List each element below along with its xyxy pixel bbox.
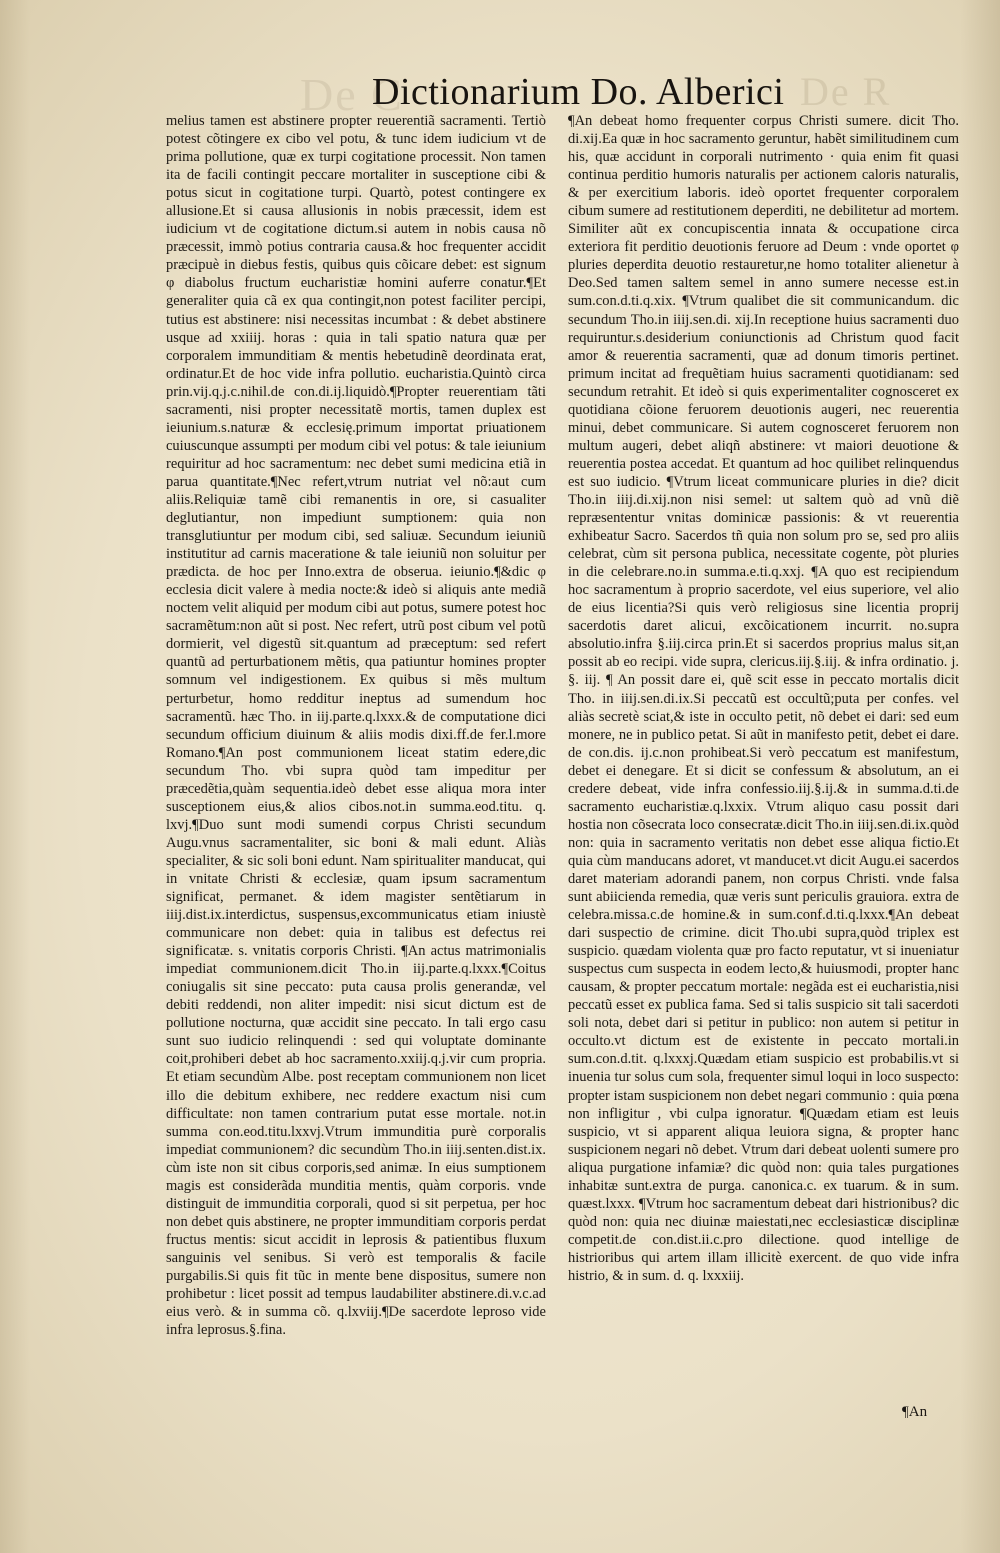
left-text-column xyxy=(166,112,546,1339)
right-text-column xyxy=(568,112,959,1285)
page-edge-shadow xyxy=(960,0,1000,1553)
catchword: ¶An xyxy=(902,1404,928,1420)
bleed-through-text-right: De R xyxy=(800,69,892,114)
bleed-through-text-left: De C xyxy=(300,69,404,120)
left-column-text: melius tamen est abstinere propter reuerentiã sacramenti. Tertiò potest cõtingere ex cibo vel potu, & tunc idem iudicium vt de prima pollutione, quæ ex turpi cogitatione processit. Non tamen ita de facili contingit peccare mortaliter in susceptione cibi & potus sicut in cogitatione turpi. Quartò, potest contingere ex allusione.Et si causa allusionis in nobis præcessit, idem est iudicium vt de cogitatione dictum.si autem in nobis causa nõ præcessit, immò potius contraria causa.& hoc frequenter accidit præcipuè in diebus festis, quibus quis cõicare debet: est signum φ diabolus fructum eucharistiæ homini auferre conatur.¶Et generaliter quia cã ex qua contingit,non potest faciliter percipi, tutius est abstinere: nisi necessitas incumbat : & debet abstinere usque ad xxiiij. horas : quia in tali spatio natura quæ per corporalem immunditiam & mentis hebetudinẽ deordinata erat, ordinatur.Et de hoc vide infra pollutio. eucharistia.Quintò circa prin.vij.q.j.c.nihil.de con.di.ij.liquidò.¶Propter reuerentiam tãti sacramenti, nisi propter necessitatẽ mortis, tamen duplex est ieiunium.s.naturæ & ecclesię.primum importat priuationem cuiuscunque assumpti per modum cibi vel potus: & tale ieiunium requiritur ad hoc sacramentum: nec debet sumi medicina etiã in parua quantitate.¶Nec refert,vtrum nutriat vel nõ:aut cum aliis.Reliquiæ tamẽ cibi remanentis in ore, si casualiter deglutiantur, non impediunt sumptionem: quia non transglutiuntur per modum cibi, sed saliuæ. Secundum ieiuniũ institutitur ad carnis maceratione & tale ieiuniũ non soluitur per prædicta. de hoc per Inno.extra de obserua. ieiunio.¶&dic φ ecclesia dicit valere à media nocte:& ideò si aliquis ante mediã noctem velit aliquid per modum cibi aut potus, sumere potest hoc sacramẽtum:non aũt si post. Nec refert, utrũ post cibum vel potũ dormierit, vel digestũ sit.quantum ad præceptum: sed refert quantũ ad perturbationem mẽtis, qua patiuntur homines propter somnum vel indigestionem. Ex quibus si mẽs multum perturbetur, homo redditur ineptus ad sumendum hoc sacramentũ. hæc Tho. in iij.parte.q.lxxx.& de computatione dici secundum officium diuinum & aliis modis dixi.ff.de fer.l.more Romano.¶An post communionem liceat statim edere,dic secundum Tho. vbi supra quòd tam impeditur per præcedẽtia,quàm sequentia.ideò debet esse aliqua mora inter susceptionem eius,& alios cibos.not.in summa.eod.titu. q. lxvj.¶Duo sunt modi sumendi corpus Christi secundum Augu.vnus sacramentaliter, sic boni & mali edunt. Aliàs specialiter, & sic soli boni edunt. Nam spiritualiter manducat, qui in vnitate Christi & ecclesiæ, quam ipsum sacramentum significat, permanet. & idem magister sentẽtiarum in iiij.dist.ix.interdictus, suspensus,excommunicatus etiam iniustè communicare non debet: quia in talibus est defectus rei significatæ. s. vnitatis corporis Christi. ¶An actus matrimonialis impediat communionem.dicit Tho.in iij.parte.q.lxxx.¶Coitus coniugalis sit sine peccato: puta causa prolis generandæ, vel debiti reddendi, non aliter impedit: nisi sicut dictum est de pollutione nocturna, quæ accidit sine peccato. In tali ergo casu sunt suo iudicio relinquendi : sed qui voluptate dominante coit,prohiberi debet ab hoc sacramento.xxiij.q.j.vir cum propria. Et etiam secundùm Albe. post receptam communionem non licet illo die debitum exhibere, nec reddere exactum nisi cum difficultate: non tamen contrarium putat esse mortale. not.in summa con.eod.titu.lxxvj.Vtrum immunditia purè corporalis impediat communionem? dic secundùm Tho.in iiij.senten.dist.ix. cùm iste non sit cibus corporis,sed animæ. In eius sumptionem magis est considerãda munditia mentis, quàm corporis. vnde distinguit de immunditia corporali, quod si sit perpetua, per hoc non debet quis abstinere, ne propter immunditiam corporis perdat fructus mentis: sicut accidit in leprosis & patientibus fluxum sanguinis vel senibus. Si verò est temporalis & facile purgabilis.Si quis fit tũc in mente bene dispositus, sumere non prohibetur : licet possit ad tempus laudabiliter abstinere.di.v.c.ad eius verò. & in summa cõ. q.lxviij.¶De sacerdote leproso vide infra leprosus.§.fina. xyxy=(166,113,546,1339)
gutter-shadow xyxy=(0,0,30,1553)
right-column-text: ¶An debeat homo frequenter corpus Christi sumere. dicit Tho. di.xij.Ea quæ in hoc sacramento geruntur, habẽt similitudinem cum his, quæ accidunt in corporali nutrimento · quia enim fit quasi continua perditio humoris naturalis per actionem caloris naturalis, & per exercitium laboris. ideò oportet frequenter corporalem cibum sumere ad restitutionem deperditi, ne debilitetur ad mortem. Similiter aũt ex concupiscentia innata & occupatione circa exteriora fit perditio deuotionis feruore ad Deum : vnde oportet φ pluries deperdita deuotio restauretur,ne homo totaliter alienetur à Deo.Sed tamen saltem semel in anno sumere necesse est.in sum.con.d.ti.q.xix. ¶Vtrum qualibet die sit communicandum. dic secundum Tho.in iiij.sen.di. xij.In receptione huius sacramenti duo requiruntur.s.desiderium coniunctionis ad Christum quod facit amor & reuerentia sacramenti, quæ ad donum timoris pertinet. primum incitat ad frequẽtiam huius sacramenti quotidianam: sed secundum retrahit. Et ideò si quis experimentaliter cognosceret ex quotidiana cõione feruorem deuotionis augeri, nec reuerentia minui, debet communicare. Si autem cognosceret feruorem non multum augeri, debet aliqñ abstinere: vt maiori deuotione & reuerentia postea accedat. Et quantum ad hoc quilibet relinquendus est suo iudicio. ¶Vtrum liceat communicare pluries in die? dicit Tho.in iiij.di.xij.non nisi semel: ut saltem quò ad vnũ diẽ repræsententur vnitas dominicæ passionis: & vt reuerentia exhibeatur Sacro. Sacerdos tñ quia non solum pro se, sed pro aliis celebrat, cùm sit persona publica, necessitate cogente, pòt pluries in die celebrare.no.in summa.e.ti.q.xxj. ¶A quo est recipiendum hoc sacramentum à proprio sacerdote, vel eius superiore, vel alio de eius licentia?Si quis verò religiosus sine licentia proprij sacerdotis daret alicui, excõicationem incurrit. no.supra absolutio.infra §.iij.circa prin.Et si sacerdos proprius malus sit,an possit ab eo recipi. vide supra, clericus.iij.§.iij. & infra ordinatio. j. §. iij. ¶ An possit dare ei, quẽ scit esse in peccato mortalis dicit Tho. in iiij.sen.di.ix.Si peccatũ est occultũ;puta per confes. vel aliàs secretè sciat,& iste in occulto petit, nõ debet ei dari: sed eum monere, ne in publico petat. Si aũt in manifesto petit, debet ei dare. de con.dis. ij.c.non prohibeat.Si verò peccatum est manifestum, debet ei denegare. Et si dicit se confessum & absolutum, an ei credere debeat, vide infra confessio.iij.§.ij.& in summa.d.ti.de sacramento eucharistiæ.q.lxxix. Vtrum aliquo casu possit dari hostia non cõsecrata loco consecratæ.dicit Tho.in iiij.sen.di.ix.quòd non: quia in sacramento veritatis non debet esse aliqua fictio.Et quia cùm manducans adoret, vt manducet.vt dicit Augu.ei sacerdos daret materiam adorandi panem, non corpus Christi. vnde falsa sunt abiicienda remedia, quæ veris sunt periculis grauiora. extra de celebra.missa.c.de homine.& in sum.conf.d.ti.q.lxxx.¶An debeat dari suspectio de crimine. dicit Tho.ubi supra,quòd triplex est suspicio. quædam violenta quæ pro facto reputatur, vt si inueniatur suspectus cum suspecta in eodem lecto,& huiusmodi, propter hanc causam, & propter peccatum mortale: negãda est ei eucharistia,nisi peccatũ esset ex publica fama. Sed si talis suspicio sit tali sacerdoti soli nota, debet dari si petitur in publico: non autem si petitur in occulto.vt dictum est de existente in peccato mortali.in sum.con.d.tit. q.lxxxj.Quædam etiam suspicio est probabilis.vt si inuenia tur solus cum sola, frequenter simul loqui in loco suspecto: propter istam suspicionem non debet negari communio : quia pœna non infligitur , vbi culpa ignoratur. ¶Quædam etiam est leuis suspicio, vt si apparent aliqua leuiora signa, & propter hanc suspicionem negari nõ debet. Vtrum dari debeat uolenti sumere pro aliqua purgatione infamiæ? dic quòd non: quia tales purgationes inhabitæ sunt.extra de purga. canonica.c. ex tuarum. & in sum. quæst.lxxx. ¶Vtrum hoc sacramentum debeat dari histrionibus? dic quòd non: quia nec diuinæ maiestati,nec ecclesiasticæ disciplinæ competit.de con.dist.ii.c.pro dilectione. quod intellige de histrioribus qui artem illam illicitè exercent. de quo vide infra histrio, & in sum. d. q. lxxxiij. xyxy=(568,113,959,1284)
running-header: Dictionarium Do. Alberici xyxy=(372,71,785,113)
